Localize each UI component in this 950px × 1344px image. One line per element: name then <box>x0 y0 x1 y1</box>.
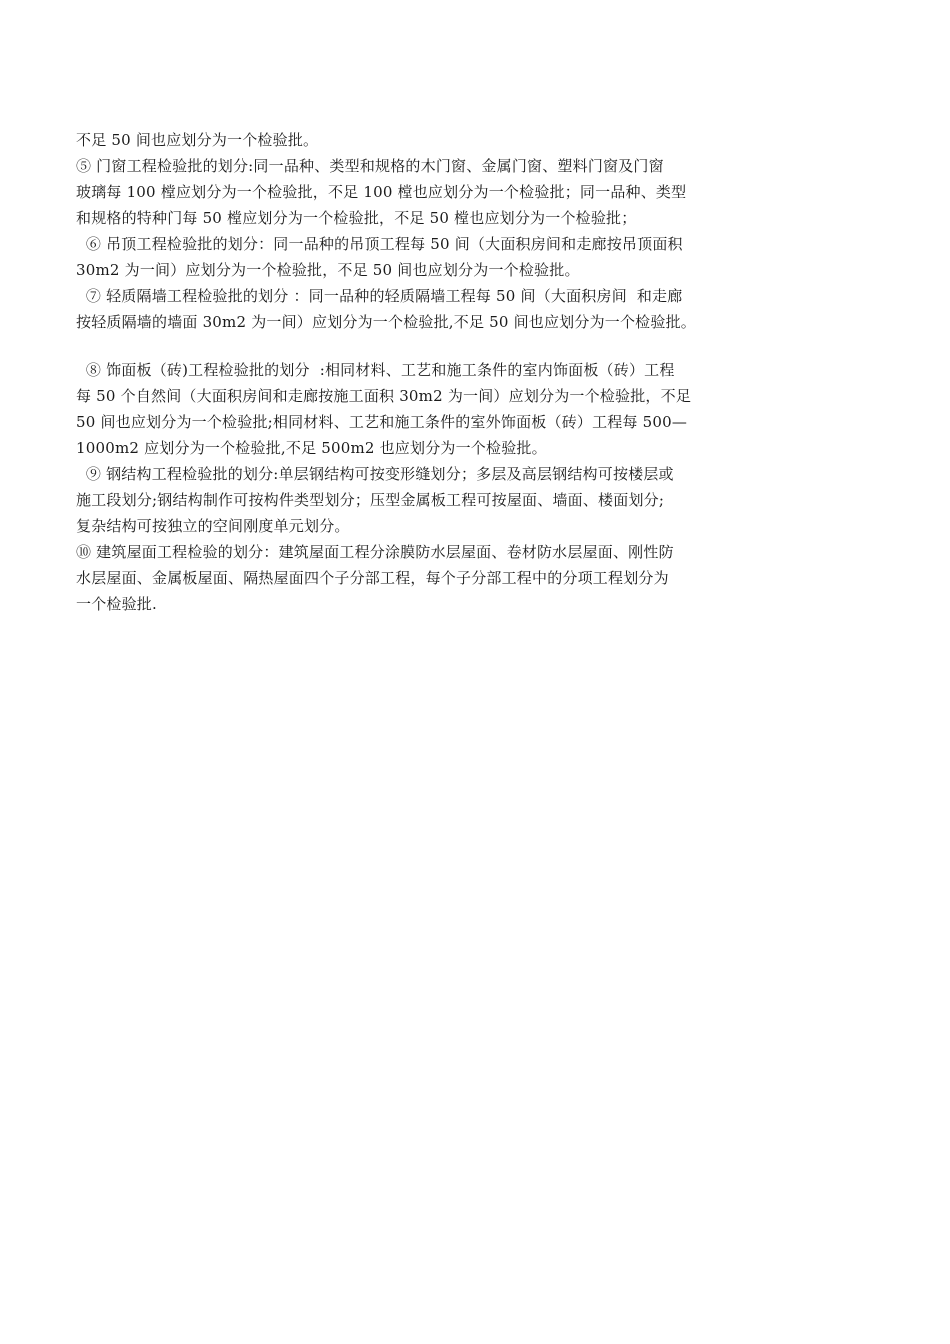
text-line: 按轻质隔墙的墙面 30m2 为一间）应划分为一个检验批,不足 50 间也应划分为一个检验批。 <box>76 313 696 331</box>
text-line: ⑩ 建筑屋面工程检验的划分：建筑屋面工程分涂膜防水层屋面、卷材防水层屋面、刚性防 <box>76 543 674 561</box>
text-line: 施工段划分;钢结构制作可按构件类型划分；压型金属板工程可按屋面、墙面、楼面划分; <box>76 491 665 509</box>
text-line: 不足 50 间也应划分为一个检验批。 <box>76 131 319 149</box>
text-line: 水层屋面、金属板屋面、隔热屋面四个子分部工程，每个子分部工程中的分项工程划分为 <box>76 569 669 587</box>
text-line: 30m2 为一间）应划分为一个检验批，不足 50 间也应划分为一个检验批。 <box>76 261 580 279</box>
text-line: ⑦ 轻质隔墙工程检验批的划分 ：同一品种的轻质隔墙工程每 50 间（大面积房间 和走廊 <box>76 287 683 305</box>
text-line: 玻璃每 100 樘应划分为一个检验批，不足 100 樘也应划分为一个检验批；同一品种、类型 <box>76 183 687 201</box>
paragraph-spacer <box>76 335 740 357</box>
text-line: 复杂结构可按独立的空间刚度单元划分。 <box>76 517 350 535</box>
text-line: 1000m2 应划分为一个检验批,不足 500m2 也应划分为一个检验批。 <box>76 439 547 457</box>
text-line: ⑥ 吊顶工程检验批的划分：同一品种的吊顶工程每 50 间（大面积房间和走廊按吊顶面积 <box>76 235 683 253</box>
text-line: 每 50 个自然间（大面积房间和走廊按施工面积 30m2 为一间）应划分为一个检验批，不足 <box>76 387 692 405</box>
text-line: ⑨ 钢结构工程检验批的划分:单层钢结构可按变形缝划分；多层及高层钢结构可按楼层或 <box>76 465 674 483</box>
text-line: ⑤ 门窗工程检验批的划分:同一品种、类型和规格的木门窗、金属门窗、塑料门窗及门窗 <box>76 157 664 175</box>
text-line: 一个检验批. <box>76 595 157 613</box>
text-line: 50 间也应划分为一个检验批;相同材料、工艺和施工条件的室外饰面板（砖）工程每 500— <box>76 413 688 431</box>
text-line: ⑧ 饰面板（砖)工程检验批的划分 :相同材料、工艺和施工条件的室内饰面板（砖）工程 <box>76 361 675 379</box>
text-line: 和规格的特种门每 50 樘应划分为一个检验批，不足 50 樘也应划分为一个检验批； <box>76 209 637 227</box>
document-body <box>76 127 740 617</box>
